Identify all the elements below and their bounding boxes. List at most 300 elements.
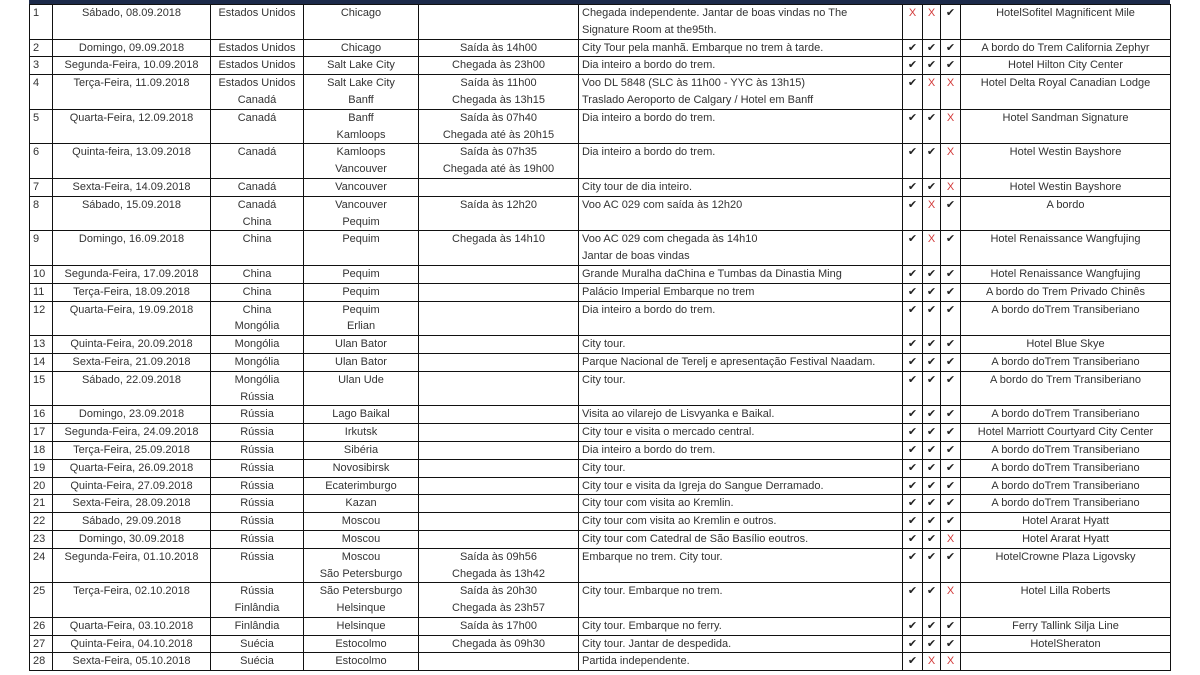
itinerary-table [29, 4, 1171, 671]
date-cell: Domingo, 16.09.2018 [53, 231, 211, 266]
country-cell: Estados Unidos [211, 57, 304, 75]
description-cell: City tour e visita da Igreja do Sangue Derramado. [579, 477, 903, 495]
check-icon: ✔ [903, 583, 923, 618]
check-icon: ✔ [941, 231, 961, 266]
check-icon: ✔ [923, 144, 941, 179]
cross-icon: X [923, 231, 941, 266]
table-row [30, 548, 1171, 583]
table-row [30, 530, 1171, 548]
description-cell: City tour e visita o mercado central. [579, 424, 903, 442]
country-cell: Canadá China [211, 196, 304, 231]
time-cell [419, 353, 579, 371]
city-cell: Sibéria [304, 441, 419, 459]
day-number: 7 [30, 178, 53, 196]
table-row [30, 441, 1171, 459]
check-icon: ✔ [923, 353, 941, 371]
description-cell: Partida independente. [579, 653, 903, 671]
check-icon: ✔ [903, 57, 923, 75]
description-cell: City tour com Catedral de São Basílio eoutros. [579, 530, 903, 548]
city-cell: Vancouver [304, 178, 419, 196]
description-cell: City tour. Embarque no ferry. [579, 617, 903, 635]
cross-icon: X [923, 75, 941, 110]
check-icon: ✔ [941, 548, 961, 583]
time-cell: Chegada às 23h00 [419, 57, 579, 75]
cross-icon: X [941, 178, 961, 196]
city-cell: São Petersburgo Helsinque [304, 583, 419, 618]
day-number: 13 [30, 336, 53, 354]
table-row [30, 301, 1171, 336]
date-cell: Sábado, 08.09.2018 [53, 5, 211, 40]
time-cell [419, 371, 579, 406]
date-cell: Quarta-Feira, 26.09.2018 [53, 459, 211, 477]
table-row [30, 178, 1171, 196]
check-icon: ✔ [923, 583, 941, 618]
cross-icon: X [941, 530, 961, 548]
description-cell: City Tour pela manhã. Embarque no trem à tarde. [579, 39, 903, 57]
cross-icon: X [923, 653, 941, 671]
description-cell: Visita ao vilarejo de Lisvyanka e Baikal. [579, 406, 903, 424]
time-cell [419, 441, 579, 459]
description-cell: City tour com visita ao Kremlin e outros. [579, 513, 903, 531]
itinerary-rows [30, 5, 1171, 671]
date-cell: Segunda-Feira, 24.09.2018 [53, 424, 211, 442]
time-cell: Chegada às 14h10 [419, 231, 579, 266]
check-icon: ✔ [923, 513, 941, 531]
check-icon: ✔ [941, 336, 961, 354]
check-icon: ✔ [923, 336, 941, 354]
check-icon: ✔ [923, 441, 941, 459]
check-icon: ✔ [903, 39, 923, 57]
table-row [30, 265, 1171, 283]
country-cell: China [211, 231, 304, 266]
day-number: 1 [30, 5, 53, 40]
check-icon: ✔ [941, 196, 961, 231]
description-cell: City tour. [579, 371, 903, 406]
country-cell: Rússia [211, 548, 304, 583]
check-icon: ✔ [941, 57, 961, 75]
description-cell: City tour com visita ao Kremlin. [579, 495, 903, 513]
date-cell: Terça-Feira, 18.09.2018 [53, 283, 211, 301]
check-icon: ✔ [903, 441, 923, 459]
city-cell: Moscou São Petersburgo [304, 548, 419, 583]
date-cell: Terça-Feira, 02.10.2018 [53, 583, 211, 618]
check-icon: ✔ [941, 477, 961, 495]
hotel-cell: HotelSofitel Magnificent Mile [961, 5, 1171, 40]
country-cell: Estados Unidos Canadá [211, 75, 304, 110]
check-icon: ✔ [923, 109, 941, 144]
day-number: 12 [30, 301, 53, 336]
check-icon: ✔ [923, 459, 941, 477]
table-row [30, 371, 1171, 406]
time-cell [419, 178, 579, 196]
time-cell [419, 477, 579, 495]
cross-icon: X [941, 109, 961, 144]
date-cell: Sexta-Feira, 28.09.2018 [53, 495, 211, 513]
time-cell [419, 5, 579, 40]
hotel-cell: HotelSheraton [961, 635, 1171, 653]
hotel-cell [961, 653, 1171, 671]
day-number: 24 [30, 548, 53, 583]
country-cell: Finlândia [211, 617, 304, 635]
country-cell: Mongólia [211, 353, 304, 371]
table-row [30, 109, 1171, 144]
table-row [30, 57, 1171, 75]
day-number: 8 [30, 196, 53, 231]
cross-icon: X [941, 75, 961, 110]
description-cell: Grande Muralha daChina e Tumbas da Dinastia Ming [579, 265, 903, 283]
check-icon: ✔ [941, 5, 961, 40]
hotel-cell: Hotel Westin Bayshore [961, 178, 1171, 196]
description-cell: Dia inteiro a bordo do trem. [579, 144, 903, 179]
table-row [30, 653, 1171, 671]
day-number: 20 [30, 477, 53, 495]
hotel-cell: Hotel Lilla Roberts [961, 583, 1171, 618]
day-number: 25 [30, 583, 53, 618]
city-cell: Pequim [304, 283, 419, 301]
description-cell: Chegada independente. Jantar de boas vindas no The Signature Room at the95th. [579, 5, 903, 40]
country-cell: Estados Unidos [211, 5, 304, 40]
check-icon: ✔ [903, 178, 923, 196]
description-cell: City tour. Embarque no trem. [579, 583, 903, 618]
hotel-cell: Hotel Westin Bayshore [961, 144, 1171, 179]
time-cell: Saída às 12h20 [419, 196, 579, 231]
check-icon: ✔ [923, 424, 941, 442]
city-cell: Kazan [304, 495, 419, 513]
table-row [30, 406, 1171, 424]
check-icon: ✔ [903, 265, 923, 283]
city-cell: Pequim Erlian [304, 301, 419, 336]
check-icon: ✔ [923, 39, 941, 57]
day-number: 4 [30, 75, 53, 110]
check-icon: ✔ [923, 371, 941, 406]
day-number: 2 [30, 39, 53, 57]
hotel-cell: Hotel Renaissance Wangfujing [961, 231, 1171, 266]
description-cell: Embarque no trem. City tour. [579, 548, 903, 583]
country-cell: Rússia [211, 477, 304, 495]
table-row [30, 424, 1171, 442]
city-cell: Helsinque [304, 617, 419, 635]
time-cell [419, 265, 579, 283]
date-cell: Sábado, 15.09.2018 [53, 196, 211, 231]
day-number: 18 [30, 441, 53, 459]
time-cell: Saída às 14h00 [419, 39, 579, 57]
cross-icon: X [923, 5, 941, 40]
check-icon: ✔ [941, 301, 961, 336]
description-cell: Parque Nacional de Terelj e apresentação Festival Naadam. [579, 353, 903, 371]
date-cell: Sábado, 29.09.2018 [53, 513, 211, 531]
date-cell: Segunda-Feira, 17.09.2018 [53, 265, 211, 283]
country-cell: Rússia [211, 459, 304, 477]
country-cell: Rússia [211, 495, 304, 513]
hotel-cell: Hotel Ararat Hyatt [961, 530, 1171, 548]
city-cell: Ulan Bator [304, 336, 419, 354]
check-icon: ✔ [903, 617, 923, 635]
check-icon: ✔ [941, 617, 961, 635]
description-cell: Voo AC 029 com saída às 12h20 [579, 196, 903, 231]
time-cell [419, 530, 579, 548]
check-icon: ✔ [903, 371, 923, 406]
table-row [30, 495, 1171, 513]
time-cell [419, 653, 579, 671]
city-cell: Estocolmo [304, 635, 419, 653]
description-cell: Palácio Imperial Embarque no trem [579, 283, 903, 301]
check-icon: ✔ [941, 371, 961, 406]
country-cell: Rússia [211, 406, 304, 424]
check-icon: ✔ [941, 406, 961, 424]
date-cell: Sábado, 22.09.2018 [53, 371, 211, 406]
day-number: 14 [30, 353, 53, 371]
city-cell: Moscou [304, 513, 419, 531]
day-number: 10 [30, 265, 53, 283]
city-cell: Pequim [304, 231, 419, 266]
check-icon: ✔ [903, 283, 923, 301]
country-cell: Rússia [211, 513, 304, 531]
table-row [30, 336, 1171, 354]
city-cell: Lago Baikal [304, 406, 419, 424]
country-cell: Rússia [211, 424, 304, 442]
city-cell: Ulan Ude [304, 371, 419, 406]
time-cell: Saída às 17h00 [419, 617, 579, 635]
country-cell: Mongólia Rússia [211, 371, 304, 406]
date-cell: Domingo, 30.09.2018 [53, 530, 211, 548]
hotel-cell: HotelCrowne Plaza Ligovsky [961, 548, 1171, 583]
hotel-cell: Hotel Ararat Hyatt [961, 513, 1171, 531]
time-cell: Saída às 07h35 Chegada até às 19h00 [419, 144, 579, 179]
description-cell: Voo DL 5848 (SLC às 11h00 - YYC às 13h15) Traslado Aeroporto de Calgary / Hotel em Banff [579, 75, 903, 110]
hotel-cell: A bordo doTrem Transiberiano [961, 477, 1171, 495]
time-cell: Saída às 11h00 Chegada às 13h15 [419, 75, 579, 110]
country-cell: China Mongólia [211, 301, 304, 336]
check-icon: ✔ [903, 353, 923, 371]
description-cell: City tour. Jantar de despedida. [579, 635, 903, 653]
hotel-cell: Hotel Marriott Courtyard City Center [961, 424, 1171, 442]
date-cell: Terça-Feira, 25.09.2018 [53, 441, 211, 459]
date-cell: Domingo, 23.09.2018 [53, 406, 211, 424]
hotel-cell: Hotel Hilton City Center [961, 57, 1171, 75]
city-cell: Irkutsk [304, 424, 419, 442]
check-icon: ✔ [941, 495, 961, 513]
day-number: 22 [30, 513, 53, 531]
check-icon: ✔ [923, 178, 941, 196]
check-icon: ✔ [923, 548, 941, 583]
time-cell [419, 336, 579, 354]
check-icon: ✔ [903, 477, 923, 495]
check-icon: ✔ [903, 424, 923, 442]
check-icon: ✔ [903, 196, 923, 231]
table-row [30, 459, 1171, 477]
description-cell: Dia inteiro a bordo do trem. [579, 301, 903, 336]
check-icon: ✔ [923, 265, 941, 283]
check-icon: ✔ [941, 513, 961, 531]
check-icon: ✔ [903, 75, 923, 110]
country-cell: Rússia Finlândia [211, 583, 304, 618]
table-row [30, 39, 1171, 57]
check-icon: ✔ [923, 301, 941, 336]
description-cell: City tour. [579, 459, 903, 477]
description-cell: Dia inteiro a bordo do trem. [579, 441, 903, 459]
time-cell [419, 459, 579, 477]
time-cell: Saída às 07h40 Chegada até às 20h15 [419, 109, 579, 144]
time-cell [419, 495, 579, 513]
check-icon: ✔ [903, 635, 923, 653]
day-number: 6 [30, 144, 53, 179]
hotel-cell: A bordo do Trem California Zephyr [961, 39, 1171, 57]
city-cell: Pequim [304, 265, 419, 283]
country-cell: China [211, 283, 304, 301]
table-row [30, 617, 1171, 635]
time-cell: Saída às 20h30 Chegada às 23h57 [419, 583, 579, 618]
day-number: 11 [30, 283, 53, 301]
table-row [30, 635, 1171, 653]
cross-icon: X [903, 5, 923, 40]
country-cell: Suécia [211, 653, 304, 671]
country-cell: Rússia [211, 441, 304, 459]
hotel-cell: A bordo doTrem Transiberiano [961, 459, 1171, 477]
table-row [30, 513, 1171, 531]
check-icon: ✔ [941, 441, 961, 459]
hotel-cell: A bordo doTrem Transiberiano [961, 441, 1171, 459]
check-icon: ✔ [923, 495, 941, 513]
description-cell: Dia inteiro a bordo do trem. [579, 109, 903, 144]
check-icon: ✔ [941, 265, 961, 283]
check-icon: ✔ [903, 530, 923, 548]
time-cell: Saída às 09h56 Chegada às 13h42 [419, 548, 579, 583]
country-cell: Canadá [211, 178, 304, 196]
city-cell: Moscou [304, 530, 419, 548]
city-cell: Banff Kamloops [304, 109, 419, 144]
check-icon: ✔ [941, 283, 961, 301]
check-icon: ✔ [903, 301, 923, 336]
day-number: 26 [30, 617, 53, 635]
check-icon: ✔ [941, 424, 961, 442]
check-icon: ✔ [903, 144, 923, 179]
hotel-cell: A bordo doTrem Transiberiano [961, 495, 1171, 513]
day-number: 16 [30, 406, 53, 424]
date-cell: Sexta-Feira, 05.10.2018 [53, 653, 211, 671]
city-cell: Novosibirsk [304, 459, 419, 477]
date-cell: Quarta-Feira, 19.09.2018 [53, 301, 211, 336]
hotel-cell: Hotel Renaissance Wangfujing [961, 265, 1171, 283]
hotel-cell: Ferry Tallink Silja Line [961, 617, 1171, 635]
description-cell: Voo AC 029 com chegada às 14h10 Jantar de boas vindas [579, 231, 903, 266]
date-cell: Quarta-Feira, 12.09.2018 [53, 109, 211, 144]
city-cell: Vancouver Pequim [304, 196, 419, 231]
time-cell [419, 424, 579, 442]
day-number: 3 [30, 57, 53, 75]
check-icon: ✔ [923, 406, 941, 424]
check-icon: ✔ [941, 459, 961, 477]
table-row [30, 231, 1171, 266]
check-icon: ✔ [903, 495, 923, 513]
date-cell: Terça-Feira, 11.09.2018 [53, 75, 211, 110]
hotel-cell: A bordo doTrem Transiberiano [961, 353, 1171, 371]
hotel-cell: A bordo do Trem Transiberiano [961, 371, 1171, 406]
hotel-cell: A bordo do Trem Privado Chinês [961, 283, 1171, 301]
date-cell: Sexta-Feira, 21.09.2018 [53, 353, 211, 371]
day-number: 23 [30, 530, 53, 548]
table-row [30, 196, 1171, 231]
table-row [30, 144, 1171, 179]
time-cell [419, 513, 579, 531]
hotel-cell: Hotel Blue Skye [961, 336, 1171, 354]
day-number: 19 [30, 459, 53, 477]
check-icon: ✔ [903, 231, 923, 266]
table-row [30, 353, 1171, 371]
check-icon: ✔ [923, 617, 941, 635]
time-cell [419, 283, 579, 301]
time-cell: Chegada às 09h30 [419, 635, 579, 653]
day-number: 28 [30, 653, 53, 671]
cross-icon: X [941, 653, 961, 671]
time-cell [419, 301, 579, 336]
country-cell: Suécia [211, 635, 304, 653]
date-cell: Segunda-Feira, 10.09.2018 [53, 57, 211, 75]
cross-icon: X [941, 144, 961, 179]
city-cell: Chicago [304, 39, 419, 57]
cross-icon: X [923, 196, 941, 231]
day-number: 17 [30, 424, 53, 442]
check-icon: ✔ [923, 57, 941, 75]
date-cell: Quinta-feira, 13.09.2018 [53, 144, 211, 179]
table-row [30, 5, 1171, 40]
check-icon: ✔ [941, 39, 961, 57]
day-number: 5 [30, 109, 53, 144]
check-icon: ✔ [903, 336, 923, 354]
date-cell: Quinta-Feira, 04.10.2018 [53, 635, 211, 653]
city-cell: Salt Lake City Banff [304, 75, 419, 110]
check-icon: ✔ [941, 635, 961, 653]
cross-icon: X [941, 583, 961, 618]
time-cell [419, 406, 579, 424]
table-row [30, 283, 1171, 301]
check-icon: ✔ [923, 477, 941, 495]
check-icon: ✔ [903, 548, 923, 583]
table-row [30, 583, 1171, 618]
check-icon: ✔ [903, 459, 923, 477]
country-cell: Canadá [211, 109, 304, 144]
city-cell: Salt Lake City [304, 57, 419, 75]
country-cell: Estados Unidos [211, 39, 304, 57]
description-cell: City tour de dia inteiro. [579, 178, 903, 196]
description-cell: City tour. [579, 336, 903, 354]
hotel-cell: Hotel Sandman Signature [961, 109, 1171, 144]
city-cell: Kamloops Vancouver [304, 144, 419, 179]
date-cell: Quinta-Feira, 20.09.2018 [53, 336, 211, 354]
date-cell: Segunda-Feira, 01.10.2018 [53, 548, 211, 583]
date-cell: Sexta-Feira, 14.09.2018 [53, 178, 211, 196]
city-cell: Ulan Bator [304, 353, 419, 371]
country-cell: Rússia [211, 530, 304, 548]
check-icon: ✔ [903, 406, 923, 424]
check-icon: ✔ [923, 530, 941, 548]
date-cell: Domingo, 09.09.2018 [53, 39, 211, 57]
check-icon: ✔ [903, 653, 923, 671]
check-icon: ✔ [923, 635, 941, 653]
hotel-cell: A bordo doTrem Transiberiano [961, 301, 1171, 336]
check-icon: ✔ [941, 353, 961, 371]
check-icon: ✔ [923, 283, 941, 301]
city-cell: Estocolmo [304, 653, 419, 671]
table-row [30, 477, 1171, 495]
country-cell: Canadá [211, 144, 304, 179]
hotel-cell: A bordo doTrem Transiberiano [961, 406, 1171, 424]
city-cell: Chicago [304, 5, 419, 40]
country-cell: China [211, 265, 304, 283]
city-cell: Ecaterimburgo [304, 477, 419, 495]
day-number: 15 [30, 371, 53, 406]
date-cell: Quinta-Feira, 27.09.2018 [53, 477, 211, 495]
day-number: 9 [30, 231, 53, 266]
